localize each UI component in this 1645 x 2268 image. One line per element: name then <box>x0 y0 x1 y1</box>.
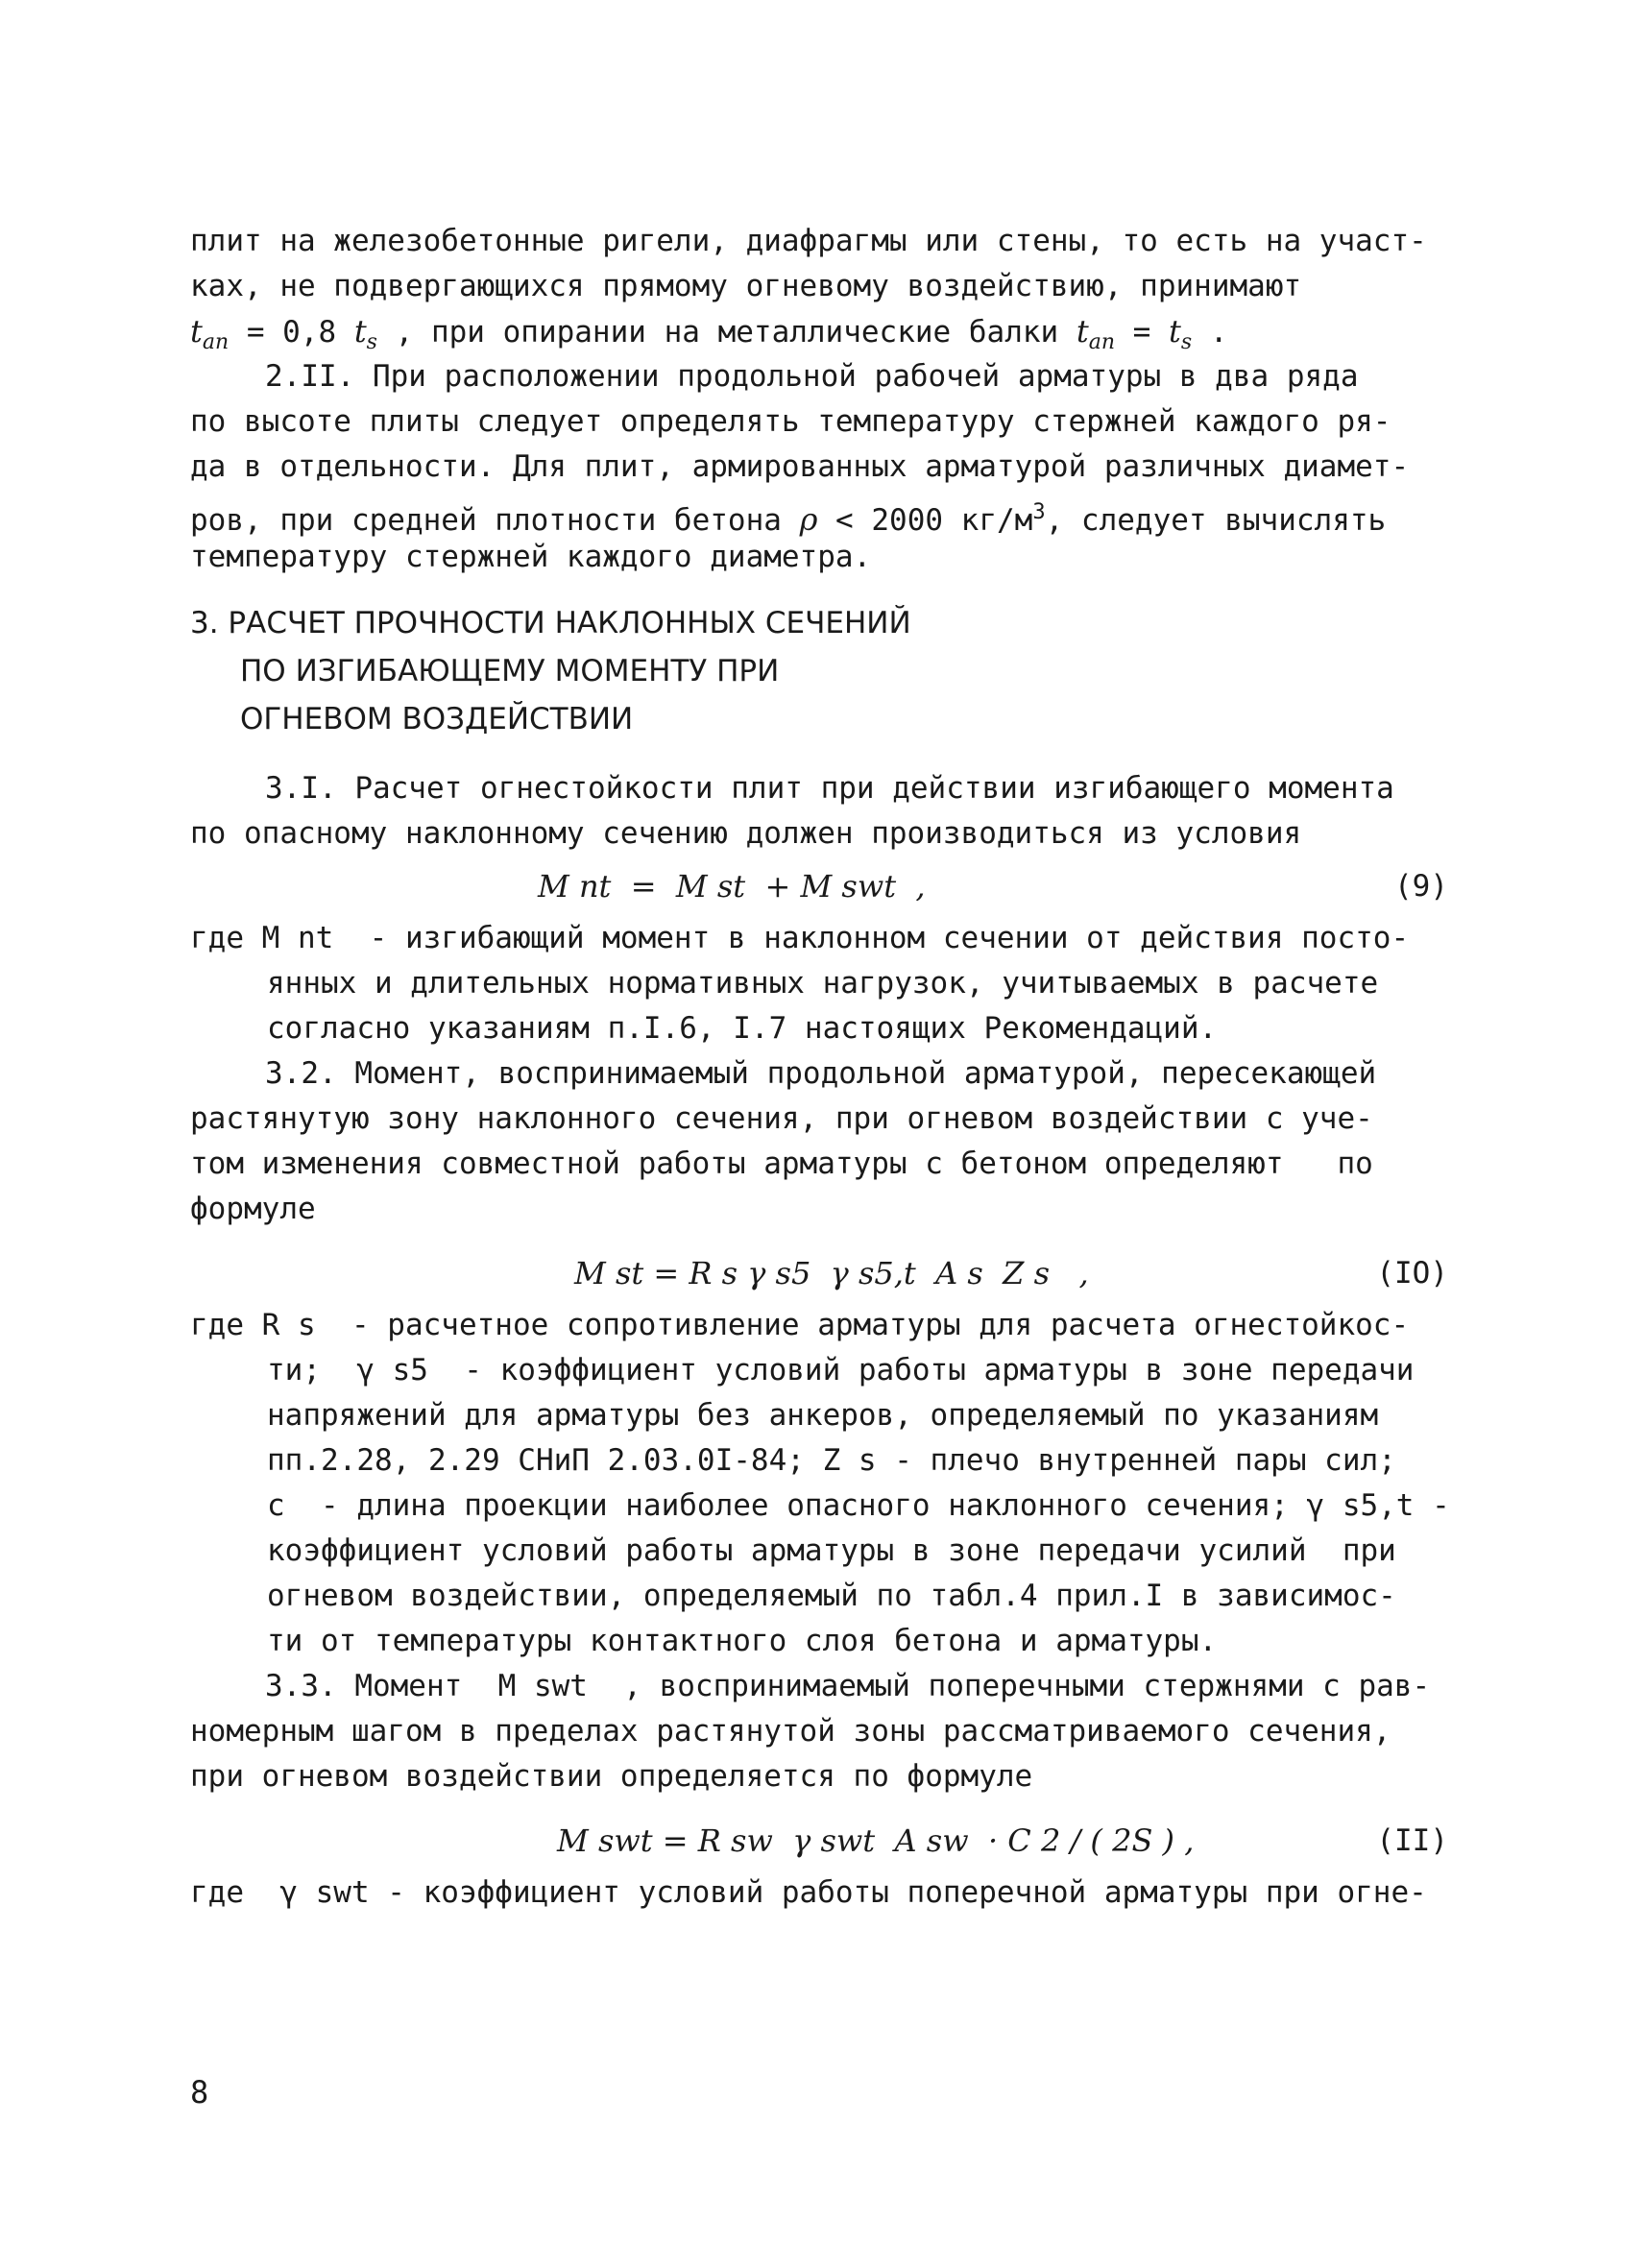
formula-11 <box>190 1813 1448 1869</box>
formula-number: (II) <box>1376 1823 1448 1858</box>
text-line: где M nt - изгибающий момент в наклонном сечении от действия посто- <box>190 921 1410 955</box>
text: ров, при средней плотности бетона <box>190 503 800 538</box>
text: = 0,8 <box>229 315 354 350</box>
paragraph-3-3-line: 3.3. Момент M swt , воспринимаемый поперечными стержнями с рав- <box>265 1669 1431 1703</box>
symbol: t <box>1169 313 1181 350</box>
paragraph-3-2-line: 3.2. Момент, воспринимаемый продольной арматурой, пересекающей <box>265 1056 1377 1091</box>
text-line: номерным шагом в пределах растянутой зоны рассматриваемого сечения, <box>190 1714 1391 1749</box>
text-line: пп.2.28, 2.29 СНиП 2.03.0I-84; Z s - плечо внутренней пары сил; <box>267 1443 1396 1478</box>
text: . <box>1192 315 1228 350</box>
text: , при опирании на металлические балки <box>376 315 1077 350</box>
text: = <box>1115 315 1170 350</box>
text-line: где γ swt - коэффициент условий работы поперечной арматуры при огне- <box>190 1875 1427 1910</box>
symbol: t <box>353 313 367 350</box>
formula-number: (9) <box>1394 869 1448 904</box>
text-line: по опасному наклонному сечению должен производиться из условия <box>190 816 1302 851</box>
formula-expression: M nt = M st + M swt , <box>538 868 926 905</box>
formula-expression: M st = R s γ s5 γ s5,t A s Z s , <box>574 1255 1089 1291</box>
text-line: ти от температуры контактного слоя бетона и арматуры. <box>267 1624 1218 1658</box>
formula-9 <box>190 858 1448 914</box>
page-number: 8 <box>190 2074 209 2111</box>
text-line: где R s - расчетное сопротивление арматуры для расчета огнестойкос- <box>190 1308 1410 1342</box>
text-line <box>190 490 1448 538</box>
subscript: an <box>1088 330 1116 354</box>
document-body <box>190 219 1448 1916</box>
text-line: напряжений для арматуры без анкеров, определяемый по указаниям <box>267 1398 1379 1433</box>
text-line: при огневом воздействии определяется по формуле <box>190 1759 1033 1794</box>
formula-10 <box>190 1245 1448 1301</box>
heading-line: ПО ИЗГИБАЮЩЕМУ МОМЕНТУ ПРИ <box>240 654 780 688</box>
section-heading <box>190 599 1448 743</box>
text-line: температуру стержней каждого диаметра. <box>190 540 872 574</box>
symbol: t <box>190 313 203 350</box>
text-line: растянутую зону наклонного сечения, при огневом воздействии с уче- <box>190 1101 1373 1136</box>
text-line: ти; γ s5 - коэффициент условий работы арматуры в зоне передачи <box>267 1353 1415 1387</box>
formula-expression: M swt = R sw γ swt A sw · C 2 / ( 2S ) , <box>557 1822 1195 1859</box>
text-line: да в отдельности. Для плит, армированных арматурой различных диамет- <box>190 449 1410 484</box>
text-line: ках, не подвергающихся прямому огневому воздействию, принимают <box>190 269 1302 303</box>
heading-line: ОГНЕВОМ ВОЗДЕЙСТВИИ <box>240 702 634 736</box>
heading-line: 3. РАСЧЕТ ПРОЧНОСТИ НАКЛОННЫХ СЕЧЕНИЙ <box>190 606 911 640</box>
subscript: an <box>202 330 230 354</box>
paragraph-2-11-line: 2.II. При расположении продольной рабочей арматуры в два ряда <box>265 359 1359 394</box>
superscript: 3 <box>1032 500 1046 524</box>
text-line <box>190 309 1448 354</box>
text-line: c - длина проекции наиболее опасного наклонного сечения; γ s5,t - <box>267 1488 1450 1523</box>
text-line: коэффициент условий работы арматуры в зоне передачи усилий при <box>267 1533 1396 1568</box>
text-line: плит на железобетонные ригели, диафрагмы или стены, то есть на участ- <box>190 224 1427 258</box>
text-line: том изменения совместной работы арматуры с бетоном определяют по <box>190 1146 1373 1181</box>
text-line: формуле <box>190 1192 316 1226</box>
formula-number: (IO) <box>1376 1256 1448 1291</box>
symbol: t <box>1076 313 1089 350</box>
text-line: янных и длительных нормативных нагрузок, учитываемых в расчете <box>267 966 1379 1001</box>
paragraph-3-1-line: 3.I. Расчет огнестойкости плит при действии изгибающего момента <box>265 771 1394 806</box>
subscript: s <box>1180 330 1193 354</box>
text-line: огневом воздействии, определяемый по табл.4 прил.I в зависимос- <box>267 1579 1396 1613</box>
subscript: s <box>366 330 377 354</box>
rho-symbol: ρ <box>799 501 818 538</box>
text-line: согласно указаниям п.I.6, I.7 настоящих Рекомендаций. <box>267 1011 1218 1046</box>
text: < 2000 кг/м <box>817 503 1033 538</box>
text-line: по высоте плиты следует определять температуру стержней каждого ря- <box>190 404 1391 439</box>
text: , следует вычислять <box>1045 503 1387 538</box>
